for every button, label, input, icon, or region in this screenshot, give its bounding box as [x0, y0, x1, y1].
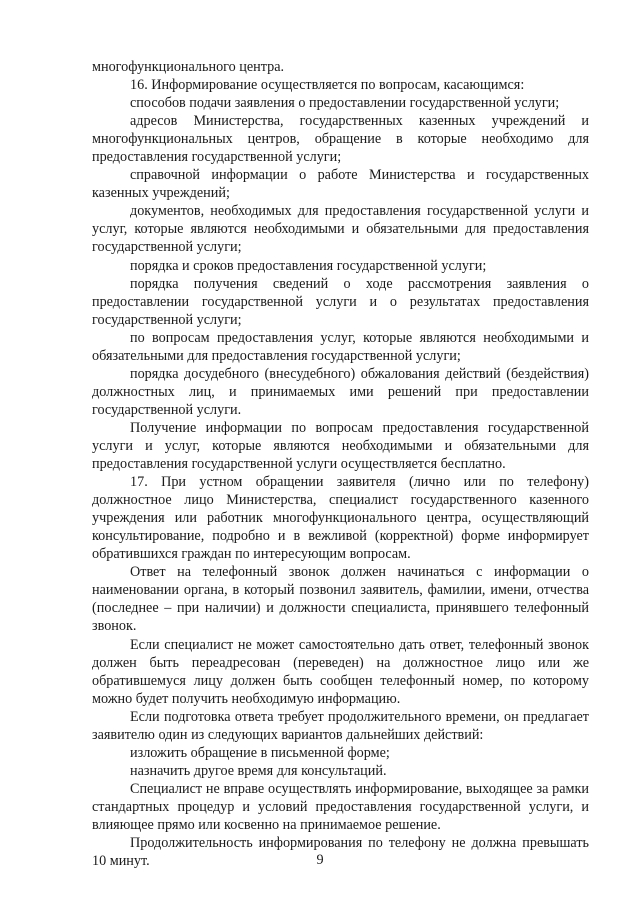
paragraph: 16. Информирование осуществляется по вопросам, касающимся: — [130, 77, 525, 94]
paragraph: документов, необходимых для предоставления государственной услуги и услуг, которые являются необходимыми и обязательными для предоставления государственной услуги; — [92, 203, 589, 256]
paragraph: порядка досудебного (внесудебного) обжалования действий (бездействия) должностных лиц, и принимаемых ими решений при предоставлении государственной услуги. — [92, 365, 589, 418]
paragraph: адресов Министерства, государственных казенных учреждений и многофункциональных центров, обращение в которые необходимо для предоставления государственной услуги; — [92, 113, 589, 166]
paragraph: способов подачи заявления о предоставлении государственной услуги; — [130, 95, 560, 112]
paragraph: порядка получения сведений о ходе рассмотрения заявления о предоставлении государственной услуги и о результатах предоставления государственной услуги; — [92, 275, 589, 328]
body-text — [92, 58, 589, 870]
paragraph: Продолжительность информирования по телефону не должна превышать 10 минут. — [92, 835, 589, 870]
paragraph: Ответ на телефонный звонок должен начинаться с информации о наименовании органа, в который позвонил заявитель, фамилии, имени, отчества (последнее – при наличии) и должности специалиста, принявшего телефонный звонок. — [92, 564, 589, 635]
paragraph: изложить обращение в письменной форме; — [130, 744, 390, 761]
paragraph: многофункционального центра. — [92, 59, 285, 75]
paragraph: Специалист не вправе осуществлять информирование, выходящее за рамки стандартных процедур и условий предоставления государственной услуги, и влияющее прямо или косвенно на принимаемое решение. — [92, 780, 589, 833]
paragraph: порядка и сроков предоставления государственной услуги; — [130, 257, 487, 274]
paragraph: Получение информации по вопросам предоставления государственной услуги и услуг, которые являются необходимыми и обязательными для предоставления государственной услуги осуществляется бесплатно. — [92, 419, 589, 473]
paragraph: по вопросам предоставления услуг, которые являются необходимыми и обязательными для предоставления государственной услуги; — [92, 329, 589, 364]
paragraph: справочной информации о работе Министерства и государственных казенных учреждений; — [92, 167, 589, 202]
paragraph: Если специалист не может самостоятельно дать ответ, телефонный звонок должен быть переадресован (переведен) на должностное лицо или же обратившемуся лицу должен быть сообщен телефонный номер, по которому можно будет получить необходимую информацию. — [92, 636, 589, 707]
paragraph: 17. При устном обращении заявителя (лично или по телефону) должностное лицо Министерства, специалист государственного казенного учреждения или работник многофункционального центра, осуществляющий консультирование, подробно и в вежливой (корректной) форме информирует обратившихся граждан по интересующим вопросам. — [92, 474, 589, 563]
paragraph: Если подготовка ответа требует продолжительного времени, он предлагает заявителю один из следующих вариантов дальнейших действий: — [92, 708, 589, 743]
page-number: 9 — [316, 852, 324, 868]
paragraph: назначить другое время для консультаций. — [130, 762, 387, 779]
